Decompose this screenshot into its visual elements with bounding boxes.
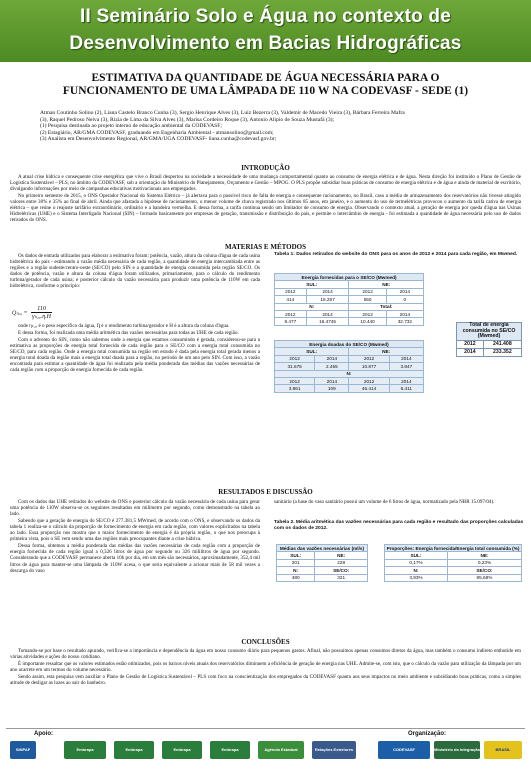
region-label: Total: (349, 303, 424, 310)
region-label: N: (275, 370, 424, 377)
value-cell: 16.4745 (306, 318, 349, 325)
value-cell: 109 (315, 385, 349, 392)
value-cell: 31.675 (275, 363, 315, 370)
year-cell: 2014 (315, 377, 349, 384)
paragraph: E dessa forma, foi realizada uma média aritmética das vazões necessárias para todas as UHE de cada região. (18, 329, 239, 336)
sinpaf-logo: SINPAF (10, 741, 36, 759)
year-cell: 2012 (457, 340, 484, 348)
section-heading-methods: MATERIAS E MÉTODOS (224, 243, 307, 251)
table-title: Médias das vazões necessárias (ml/s) (277, 545, 368, 552)
methods-text-b (10, 323, 260, 374)
value-cell: 0 (386, 296, 423, 303)
paragraph: onde ηₖ₂ₒ é o peso específico da água, Ƞ é o rendimento turbina/gerador e H é a altura da coluna d'água. (18, 323, 230, 329)
value-cell: 16.257 (306, 296, 349, 303)
flow-formula (12, 306, 52, 320)
table-title: Total de energia consumida no SE/CO (Mwmed) (457, 323, 522, 341)
affiliation-line: (2) Estagiário, AR/GMA CODEVASF, graduando em Engenharia Ambiental - atmansolino@gmail.com; (40, 129, 274, 136)
year-cell: 2014 (457, 348, 484, 356)
embrapa-logo: Embrapa (210, 741, 250, 759)
paragraph: sanitário (a base do vaso sanitário possui um volume de 6 litros de água, normatizado pela NBR 15.097/04). (274, 499, 495, 505)
ministry-logo: Relações Exteriores (312, 741, 356, 759)
region-label: SUL: (275, 281, 349, 288)
region-label: NE: (315, 552, 368, 559)
year-cell: 2014 (386, 288, 423, 295)
region-label: NE: (349, 281, 424, 288)
embrapa-logo: Embrapa (114, 741, 154, 759)
paragraph: Com o advento do SIN, como não sabemos onde a energia que estamos consumindo é gerada, considerou-se para a estimativa as proporções de energia total fornecida de cada região para o SE/CO com a energia total consumida no SE/CO, para cada região. Onde a energia total consumida na região em estudo é dada pela energia total gerada menos a energia total doada da região mais a energia total doada para a região, no período de um ano pelo SIN. Com isso, a vazão encontrada para estimar a quantidade de água foi realizada pela média ponderada das médias das vazões necessárias de cada região com a proporção de energia fornecida de cada região. (10, 336, 260, 374)
year-cell: 2012 (349, 355, 389, 362)
paper-title-line-1: ESTIMATIVA DA QUANTIDADE DE ÁGUA NECESSÁRIA PARA O (91, 72, 440, 84)
banner-line-2: Desenvolvimento em Bacias Hidrográficas (69, 33, 462, 54)
paragraph: Com os dados das UHE retirados do website do ONS e posterior cálculo da vazão necessária de cada usina para gerar uma potência de 110W observa-se os seguintes resultados em milímetro por segundo, como demonstrado na tabela ao lado. (10, 499, 260, 518)
year-cell: 2014 (306, 288, 349, 295)
value-cell: 321 (315, 574, 368, 581)
sponsors-footer (6, 728, 525, 770)
value-cell: 480 (277, 574, 315, 581)
methods-text-a (10, 253, 260, 290)
results-text-right (274, 499, 524, 506)
formula-lhs: Qₙₑₐ = (12, 310, 28, 317)
authors-line: (3), Raquel Pedroso Neiva (3), Rizia de Lima da Silva Alves (3), Marisa Cordeiro Roque (3), Antonio Alípio de Souza Mustafá (3); (40, 116, 335, 123)
embrapa-logo: Embrapa (162, 741, 202, 759)
value-cell: 46.414 (349, 385, 389, 392)
paragraph: Dessa forma, obtemos a média ponderada das médias das vazões necessárias de cada região com a proporção de energia fornecida de cada região igual a 0,326 litros de água por segundo ou 326 mililitros de água por segundo. Considerando que a CODEVASF permanece aberta 10h por dia, em um mês são necessários, aproximadamente, 352,4 mil litros de água para manter-se uma lâmpada de 110W acesa, o que seria equivalente a acionar mais de 58 mil vezes a descarga do vaso (10, 543, 260, 574)
table-2-caption: Tabela 2. Média aritmética das vazões necessárias para cada região e resultado das proporções calculadas com os dados de 2012. (274, 520, 524, 531)
region-label: SUL: (275, 348, 349, 355)
integration-ministry-logo: Ministério da Integração Nacional (434, 741, 480, 759)
introduction-text (10, 174, 521, 224)
region-label: N: (277, 567, 315, 574)
region-label: NE: (447, 552, 521, 559)
title-banner (0, 0, 531, 62)
paper-title-line-2: FUNCIONAMENTO DE UMA LÂMPADA DE 110 W NA CODEVASF - SEDE (1) (62, 85, 469, 97)
value-cell: 550 (349, 296, 386, 303)
conclusions-text (10, 648, 521, 687)
brasil-government-logo: BRASIL (484, 741, 522, 759)
value-cell: 3,93% (385, 574, 448, 581)
organization-label: Organização: (408, 731, 447, 737)
affiliation-line: (3) Analista em Desenvolvimento Regional, AR/GMA/UGA CODEVASF- liana.cunha@codevasf.gov.br; (40, 136, 277, 143)
value-cell: 0,17% (385, 559, 448, 566)
table-title: Energia fornecidas para o SE/CO (Mwmed) (275, 274, 424, 281)
region-label: SUL: (277, 552, 315, 559)
paragraph: Sabendo que a geração de energia do SE/CO é 277.381,5 MWmed, de acordo com o ONS, e observando os dados da tabela 1 realiza-se o cálculo da proporção de fornecimento de energia em cada região, com valores explicitados na tabela ao lado. Essa proporção nos mostra que o maior fornecimento de energia é da própria região, o que nos preocupa à primeira vista, pois o SE vem sendo uma das regiões mais preocupantes diante a crise hídrica. (10, 518, 260, 543)
authors-block (40, 110, 520, 143)
value-cell: 2.455 (315, 363, 349, 370)
region-label: SE/CO: (447, 567, 521, 574)
poster-body (6, 64, 525, 770)
paragraph: A atual crise hídrica e consequente crise energética que vive o Brasil despertou na sociedade a necessidade de uma mudança comportamental quanto ao consumo de energia elétrica e de água. Nesta direção foi instituído o Plano de Gestão de Logística Sustentável – PLS, no âmbito da CODEVASF, sob a orientação do Ministério do Planejamento, Orçamento e Gestão – MPOG. O PLS propõe subsidiar boas práticas de consumo de energia elétrica e de água e ainda de material de escritório, divulgando informações por meio de campanhas educativas motivacionais aos empregados. (10, 174, 521, 193)
formula-numerator: 110 (31, 306, 52, 313)
support-label: Apoio: (34, 731, 53, 737)
table-energy-donated (274, 340, 424, 393)
year-cell: 2014 (389, 377, 423, 384)
table-total-consumed (456, 322, 522, 357)
value-cell: 201 (277, 559, 315, 566)
table-1-caption: Tabela 1: Dados retirados do website do ONS para os anos de 2012 e 2014 para cada região, em Mwmed. (274, 252, 518, 257)
section-heading-introduction: INTRODUÇÃO (241, 164, 290, 172)
affiliation-line: (1) Pesquisa destinada ao projeto interno de educação ambiental da CODEVASF; (40, 123, 222, 130)
year-cell: 2012 (349, 288, 386, 295)
region-label: SE/CO: (315, 567, 368, 574)
year-cell: 2012 (275, 288, 307, 295)
table-mean-flows (276, 544, 368, 582)
paragraph: Sendo assim, esta pesquisa vem auxiliar o Plano de Gestão de Logística Sustentável – PLS com foco na conscientização dos empregados da CODEVASF quanto aos seus impactos no meio ambiente e subsidiando boas práticas, como a simples atitude de desligar as luzes ao sair do banheiro. (10, 673, 521, 687)
table-title: Energia doadas do SE/CO (Mwmed) (275, 341, 424, 348)
value-cell: 3.847 (389, 363, 423, 370)
year-cell: 2014 (389, 355, 423, 362)
value-cell: 233.352 (483, 348, 521, 356)
value-cell: 32.732 (386, 318, 423, 325)
region-label: NE: (349, 348, 424, 355)
table-energy-proportions (384, 544, 522, 582)
year-cell: 2014 (386, 310, 423, 317)
formula-denominator: γₕ₂ₒ.η.H (32, 314, 52, 320)
paragraph: Tomando-se por base o resultado apurado, verifica-se a importância e dependência da água em nosso consumo diário para pequenos gastos. Afinal, não possuímos apenas consumos diretos da água, mas também o consumo indireto embutido em várias atividades e ações do nosso cotidiano. (10, 648, 521, 661)
region-label: N: (385, 567, 448, 574)
value-cell: 6.411 (389, 385, 423, 392)
paragraph: É importante ressaltar que os valores estimados estão otimizados, pois os baixos níveis atuais dos reservatórios diminuem a eficiência de geração de energia nas UHE. Admite-se, com isto, que o cálculo da vazão para utilização da lâmpada por um ano acarrete em um termos do volume necessário. (10, 660, 521, 674)
paper-title (6, 72, 525, 98)
value-cell: 10.877 (349, 363, 389, 370)
value-cell: 3.861 (275, 385, 315, 392)
paragraph: Os dados de entrada utilizados para elaborar a estimativa foram: potência, vazão, altura da coluna d'água de cada usina hidrelétrica do país - estimando a vazão média necessária de cada região, a quantidade de energia intercambiada entre as regiões e a região sudeste/centro-oeste (SE/CO) pelo SIN e a quantidade de energia consumida pela região SE/CO. Os dados de potência, vazão e altura da coluna d'água foram utilizados, primariamente, para o cálculo do rendimento turbina/gerador de cada usina; e posterior cálculo da vazão necessária para produzir uma potência de 110W em cada hidrelétrica, conforme o princípio: (10, 253, 260, 290)
embrapa-logo: Embrapa (64, 741, 106, 759)
value-cell: 9.477 (275, 318, 307, 325)
banner-line-1: II Seminário Solo e Água no contexto de (80, 6, 451, 27)
value-cell: 414 (275, 296, 307, 303)
year-cell: 2012 (349, 310, 386, 317)
value-cell: 95,68% (447, 574, 521, 581)
value-cell: 228 (315, 559, 368, 566)
year-cell: 2014 (315, 355, 349, 362)
agency-logo: Agência Estadual (258, 741, 304, 759)
authors-line: Atman Coutinho Solino (2), Liana Castelo Branco Cunha (3), Sergio Henrique Alves (3), Luiz Bezerra (3), Valdemir de Macedo Vieira (3), Bárbara Ferreira Mafra (40, 110, 405, 116)
year-cell: 2012 (275, 355, 315, 362)
section-heading-conclusions: CONCLUSÕES (241, 638, 290, 646)
table-energy-supplied (274, 273, 424, 326)
paragraph: No primeiro semestre de 2015, o ONS Operador Nacional do Sistema Elétrico – já alertava para o possível risco de falta de energia e consequente racionamento, no Brasil, caso a média de armazenamento dos reservatórios não tivesse atingido valores entre 30% e 35% ao final de abril. Ainda que afastada a hipótese de racionamento, o menor volume de chuva registrado nos últimos 85 anos, em janeiro, e o aumento do uso de termelétricas provocou o aumento da tarifa cativa de energia elétrica – que reúne o reajuste tarifário extraordinário, ordinário e a bandeira vermelha. E dessa forma, a tarifa continua sendo um limitador de consumo de energia. Observando o contexto atual, a geração de energia por queda d'água nas Usinas Hidrelétricas (UHE) e o Sistema Interligado Nacional (SIN) – formado basicamente por empresas de geração, transmissão e distribuição do país, e permite o intercâmbio de energia - foi estimada a quantidade de água necessária pelo uso de dados retirados do ONS. (10, 193, 521, 224)
region-label: SUL: (385, 552, 448, 559)
value-cell: 0,23% (447, 559, 521, 566)
codevasf-logo: CODEVASF (378, 741, 430, 759)
section-heading-results: RESULTADOS E DISCUSSÃO (218, 488, 313, 496)
value-cell: 241.408 (483, 340, 521, 348)
table-title: Proporções: Energia fornecida/Energia total consumida (%) (385, 545, 522, 552)
year-cell: 2014 (306, 310, 349, 317)
value-cell: 10.440 (349, 318, 386, 325)
region-label: N: (275, 303, 349, 310)
year-cell: 2012 (275, 377, 315, 384)
results-text-left (10, 499, 260, 575)
year-cell: 2012 (275, 310, 307, 317)
year-cell: 2012 (349, 377, 389, 384)
